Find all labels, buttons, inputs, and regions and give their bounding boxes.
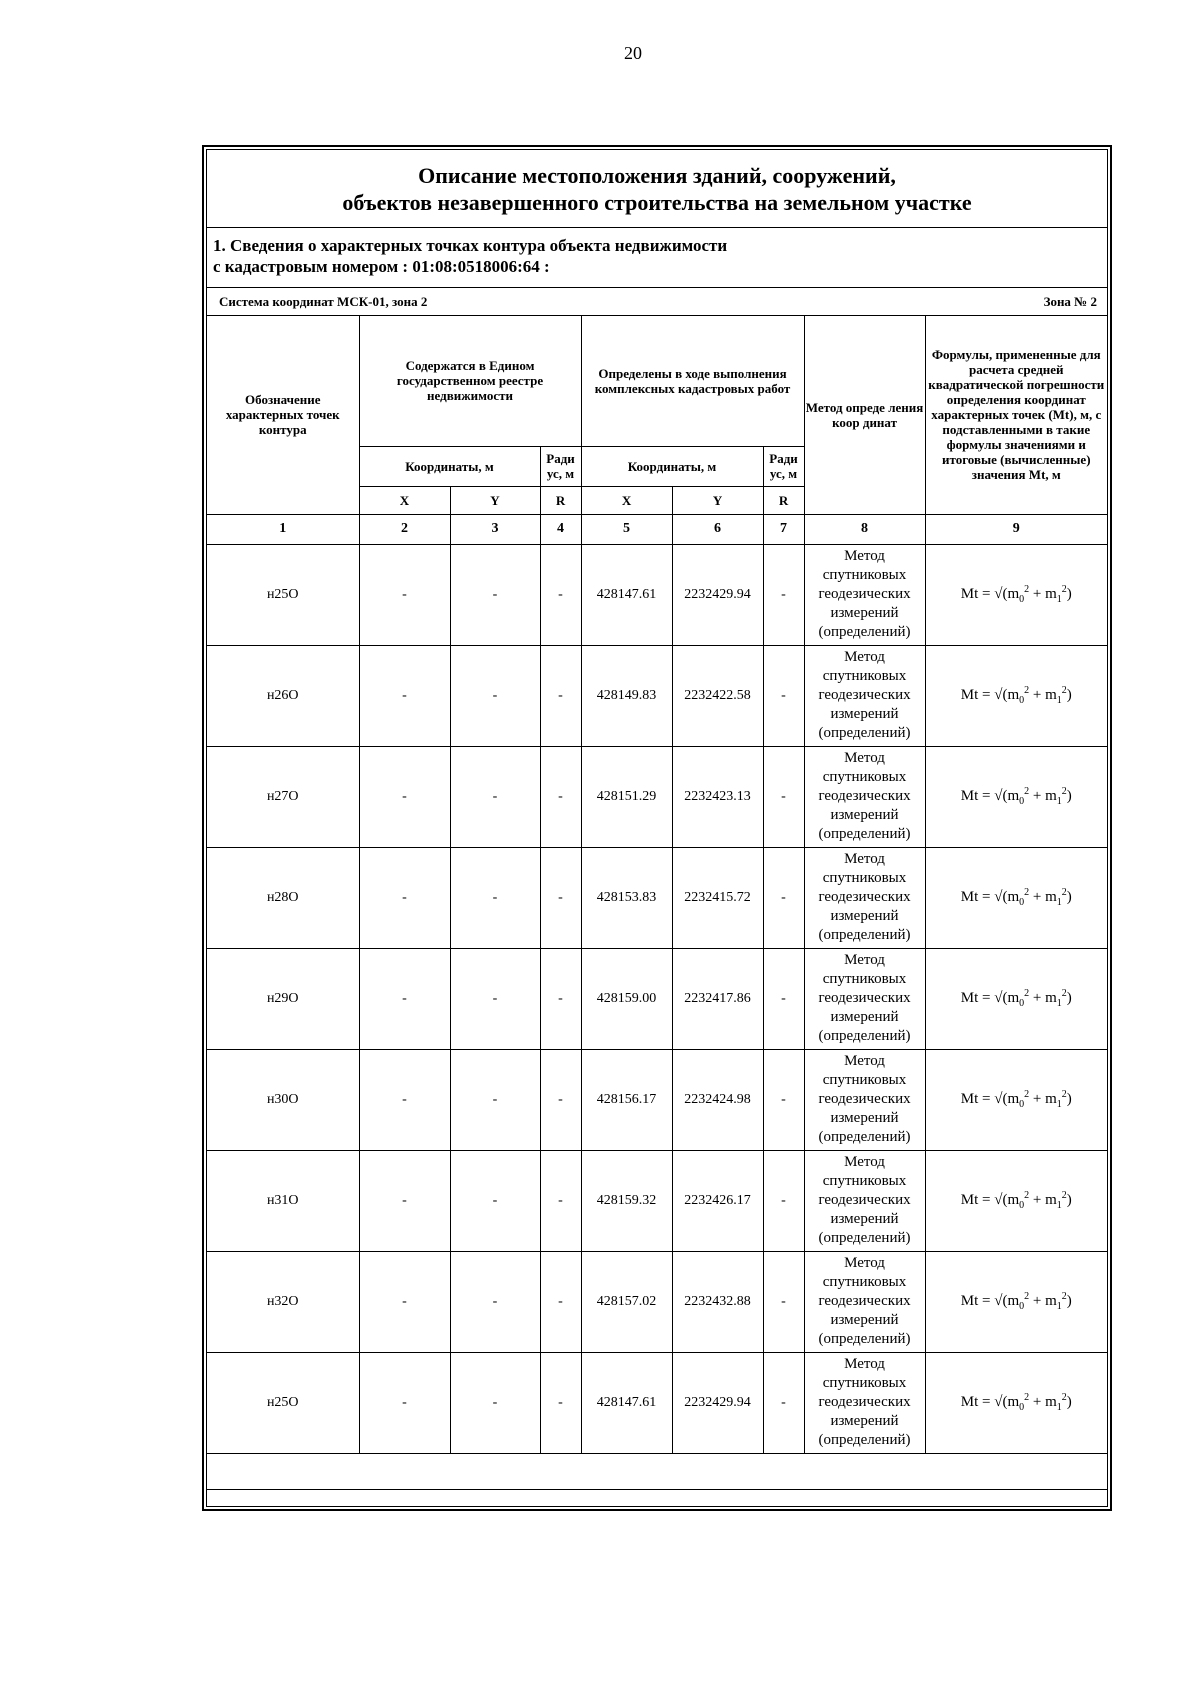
- point-designation-cell: н25О: [207, 1352, 359, 1453]
- formula-part: 0: [1019, 1099, 1025, 1110]
- column-number: 2: [359, 514, 450, 544]
- column-number: 3: [450, 514, 540, 544]
- complex-x-cell: 428147.61: [581, 544, 672, 645]
- formula-part: 0: [1019, 897, 1025, 908]
- formula-part: 0: [1019, 1402, 1025, 1413]
- formula-part: 2: [1061, 1392, 1067, 1403]
- empty-footer-row: [207, 1453, 1107, 1489]
- header-method: Метод опреде ления коор динат: [804, 316, 925, 514]
- formula-part: ): [1066, 1192, 1072, 1208]
- egrn-radius-cell: -: [540, 746, 581, 847]
- formula-part: 1: [1056, 594, 1062, 605]
- table-row: [207, 948, 1107, 1049]
- formula-part: Mt = √(m: [960, 990, 1020, 1006]
- formula-cell: [925, 1049, 1107, 1150]
- method-cell: Метод спутниковых геодезических измерений (определений): [804, 1049, 925, 1150]
- coordinate-system: Система координат МСК-01, зона 2: [219, 293, 428, 309]
- formula-part: 1: [1056, 897, 1062, 908]
- complex-y-cell: 2232432.88: [672, 1251, 763, 1352]
- header-y-complex: Y: [672, 486, 763, 514]
- table-row: [207, 1352, 1107, 1453]
- formula-cell: [925, 847, 1107, 948]
- formula-part: 2: [1024, 685, 1030, 696]
- egrn-x-cell: -: [359, 847, 450, 948]
- egrn-y-cell: -: [450, 746, 540, 847]
- formula-part: 2: [1024, 1392, 1030, 1403]
- complex-x-cell: 428153.83: [581, 847, 672, 948]
- formula-part: 2: [1061, 786, 1067, 797]
- formula-part: 0: [1019, 1200, 1025, 1211]
- complex-x-cell: 428156.17: [581, 1049, 672, 1150]
- formula-cell: [925, 746, 1107, 847]
- formula-part: + m: [1029, 889, 1057, 905]
- egrn-radius-cell: -: [540, 544, 581, 645]
- formula-part: 1: [1056, 1301, 1062, 1312]
- header-complex: Определены в ходе выполнения комплексных кадастровых работ: [581, 316, 804, 446]
- formula-part: 1: [1056, 1099, 1062, 1110]
- column-number: 5: [581, 514, 672, 544]
- formula-part: Mt = √(m: [960, 586, 1020, 602]
- header-r-egrn: R: [540, 486, 581, 514]
- formula-cell: [925, 948, 1107, 1049]
- formula-cell: [925, 544, 1107, 645]
- formula-part: 2: [1024, 786, 1030, 797]
- point-designation-cell: н28О: [207, 847, 359, 948]
- header-radius-complex: Ради ус, м: [763, 446, 804, 486]
- formula-part: ): [1066, 1091, 1072, 1107]
- egrn-radius-cell: -: [540, 1049, 581, 1150]
- formula-part: ): [1066, 889, 1072, 905]
- column-numbers-row: [207, 514, 1107, 544]
- formula-part: ): [1066, 586, 1072, 602]
- egrn-x-cell: -: [359, 746, 450, 847]
- complex-y-cell: 2232415.72: [672, 847, 763, 948]
- formula-part: + m: [1029, 1091, 1057, 1107]
- method-cell: Метод спутниковых геодезических измерений (определений): [804, 645, 925, 746]
- column-number: 9: [925, 514, 1107, 544]
- formula-part: 1: [1056, 1200, 1062, 1211]
- table-row: [207, 746, 1107, 847]
- formula-part: + m: [1029, 1192, 1057, 1208]
- method-cell: Метод спутниковых геодезических измерений (определений): [804, 847, 925, 948]
- header-x-complex: X: [581, 486, 672, 514]
- egrn-y-cell: -: [450, 1352, 540, 1453]
- title-line-1: Описание местоположения зданий, сооружений,: [418, 163, 896, 188]
- complex-radius-cell: -: [763, 948, 804, 1049]
- header-x-egrn: X: [359, 486, 450, 514]
- zone-label: Зона № 2: [1043, 293, 1097, 309]
- header-formulas: Формулы, примененные для расчета средней квадратической погрешности определения координат характерных точек (Mt), м, с подставленными в такие формулы значениями и итоговые (вычисленные) значения Mt, м: [925, 316, 1107, 514]
- formula-part: 2: [1061, 1089, 1067, 1100]
- formula-cell: [925, 645, 1107, 746]
- method-cell: Метод спутниковых геодезических измерений (определений): [804, 1150, 925, 1251]
- formula-part: 2: [1024, 887, 1030, 898]
- formula-part: 2: [1061, 685, 1067, 696]
- complex-y-cell: 2232423.13: [672, 746, 763, 847]
- point-designation-cell: н32О: [207, 1251, 359, 1352]
- formula-part: Mt = √(m: [960, 1293, 1020, 1309]
- complex-radius-cell: -: [763, 746, 804, 847]
- egrn-radius-cell: -: [540, 1352, 581, 1453]
- table-row: [207, 1150, 1107, 1251]
- formula-part: 2: [1061, 1291, 1067, 1302]
- point-designation-cell: н31О: [207, 1150, 359, 1251]
- complex-x-cell: 428147.61: [581, 1352, 672, 1453]
- method-cell: Метод спутниковых геодезических измерений (определений): [804, 1251, 925, 1352]
- points-table: [207, 316, 1107, 1490]
- complex-x-cell: 428159.32: [581, 1150, 672, 1251]
- formula-part: ): [1066, 1394, 1072, 1410]
- formula-part: ): [1066, 687, 1072, 703]
- point-designation-cell: н30О: [207, 1049, 359, 1150]
- complex-y-cell: 2232426.17: [672, 1150, 763, 1251]
- formula-cell: [925, 1251, 1107, 1352]
- document-inner-frame: [206, 149, 1108, 1507]
- formula-part: + m: [1029, 990, 1057, 1006]
- empty-footer-cell: [207, 1453, 1107, 1489]
- point-designation-cell: н29О: [207, 948, 359, 1049]
- formula-part: + m: [1029, 788, 1057, 804]
- header-y-egrn: Y: [450, 486, 540, 514]
- formula-part: Mt = √(m: [960, 889, 1020, 905]
- document-frame: [202, 145, 1112, 1511]
- complex-y-cell: 2232429.94: [672, 544, 763, 645]
- header-coords-egrn: Координаты, м: [359, 446, 540, 486]
- egrn-x-cell: -: [359, 645, 450, 746]
- column-number: 1: [207, 514, 359, 544]
- header-egrn: Содержатся в Едином государственном реестре недвижимости: [359, 316, 581, 446]
- table-body: [207, 316, 1107, 1489]
- point-designation-cell: н26О: [207, 645, 359, 746]
- formula-part: 2: [1061, 988, 1067, 999]
- section-line-1: 1. Сведения о характерных точках контура объекта недвижимости: [213, 236, 728, 255]
- formula-part: 1: [1056, 1402, 1062, 1413]
- table-row: [207, 847, 1107, 948]
- column-number: 6: [672, 514, 763, 544]
- column-number: 7: [763, 514, 804, 544]
- column-number: 8: [804, 514, 925, 544]
- header-coords-complex: Координаты, м: [581, 446, 763, 486]
- formula-part: 0: [1019, 695, 1025, 706]
- complex-y-cell: 2232422.58: [672, 645, 763, 746]
- formula-cell: [925, 1150, 1107, 1251]
- complex-x-cell: 428159.00: [581, 948, 672, 1049]
- table-row: [207, 645, 1107, 746]
- header-point: Обозначение характерных точек контура: [207, 316, 359, 514]
- table-row: [207, 1049, 1107, 1150]
- formula-part: 2: [1024, 988, 1030, 999]
- egrn-y-cell: -: [450, 948, 540, 1049]
- formula-part: Mt = √(m: [960, 1091, 1020, 1107]
- formula-part: 2: [1024, 584, 1030, 595]
- formula-part: Mt = √(m: [960, 1394, 1020, 1410]
- formula-part: 1: [1056, 695, 1062, 706]
- complex-x-cell: 428149.83: [581, 645, 672, 746]
- complex-radius-cell: -: [763, 1251, 804, 1352]
- title-line-2: объектов незавершенного строительства на земельном участке: [342, 190, 972, 215]
- complex-x-cell: 428151.29: [581, 746, 672, 847]
- point-designation-cell: н27О: [207, 746, 359, 847]
- formula-part: 0: [1019, 1301, 1025, 1312]
- formula-part: + m: [1029, 1394, 1057, 1410]
- method-cell: Метод спутниковых геодезических измерений (определений): [804, 746, 925, 847]
- complex-radius-cell: -: [763, 1150, 804, 1251]
- formula-part: + m: [1029, 586, 1057, 602]
- formula-part: Mt = √(m: [960, 1192, 1020, 1208]
- formula-part: ): [1066, 1293, 1072, 1309]
- section-heading: [207, 228, 1107, 288]
- formula-cell: [925, 1352, 1107, 1453]
- complex-radius-cell: -: [763, 1049, 804, 1150]
- egrn-x-cell: -: [359, 1251, 450, 1352]
- egrn-x-cell: -: [359, 544, 450, 645]
- complex-x-cell: 428157.02: [581, 1251, 672, 1352]
- formula-part: 1: [1056, 796, 1062, 807]
- egrn-x-cell: -: [359, 1049, 450, 1150]
- point-designation-cell: н25О: [207, 544, 359, 645]
- egrn-y-cell: -: [450, 544, 540, 645]
- formula-part: 1: [1056, 998, 1062, 1009]
- egrn-radius-cell: -: [540, 1150, 581, 1251]
- page-number: 20: [624, 43, 642, 63]
- complex-radius-cell: -: [763, 645, 804, 746]
- formula-part: 0: [1019, 998, 1025, 1009]
- formula-part: ): [1066, 990, 1072, 1006]
- egrn-radius-cell: -: [540, 847, 581, 948]
- column-number: 4: [540, 514, 581, 544]
- document-title: [207, 150, 1107, 228]
- egrn-x-cell: -: [359, 1150, 450, 1251]
- egrn-y-cell: -: [450, 847, 540, 948]
- egrn-x-cell: -: [359, 948, 450, 1049]
- complex-y-cell: 2232429.94: [672, 1352, 763, 1453]
- header-r-complex: R: [763, 486, 804, 514]
- egrn-x-cell: -: [359, 1352, 450, 1453]
- formula-part: Mt = √(m: [960, 687, 1020, 703]
- method-cell: Метод спутниковых геодезических измерений (определений): [804, 948, 925, 1049]
- egrn-radius-cell: -: [540, 645, 581, 746]
- table-row: [207, 544, 1107, 645]
- formula-part: Mt = √(m: [960, 788, 1020, 804]
- complex-y-cell: 2232417.86: [672, 948, 763, 1049]
- complex-y-cell: 2232424.98: [672, 1049, 763, 1150]
- method-cell: Метод спутниковых геодезических измерений (определений): [804, 544, 925, 645]
- formula-part: + m: [1029, 687, 1057, 703]
- formula-part: 2: [1024, 1190, 1030, 1201]
- complex-radius-cell: -: [763, 1352, 804, 1453]
- formula-part: 2: [1061, 887, 1067, 898]
- egrn-y-cell: -: [450, 1049, 540, 1150]
- section-line-2: с кадастровым номером : 01:08:0518006:64 :: [213, 257, 550, 276]
- formula-part: 2: [1061, 584, 1067, 595]
- egrn-y-cell: -: [450, 1251, 540, 1352]
- formula-part: 0: [1019, 796, 1025, 807]
- formula-part: 2: [1061, 1190, 1067, 1201]
- egrn-y-cell: -: [450, 1150, 540, 1251]
- formula-part: ): [1066, 788, 1072, 804]
- egrn-y-cell: -: [450, 645, 540, 746]
- formula-part: 2: [1024, 1089, 1030, 1100]
- egrn-radius-cell: -: [540, 1251, 581, 1352]
- coordinate-system-line: [207, 288, 1107, 316]
- complex-radius-cell: -: [763, 544, 804, 645]
- egrn-radius-cell: -: [540, 948, 581, 1049]
- method-cell: Метод спутниковых геодезических измерений (определений): [804, 1352, 925, 1453]
- header-radius-egrn: Ради ус, м: [540, 446, 581, 486]
- formula-part: 0: [1019, 594, 1025, 605]
- complex-radius-cell: -: [763, 847, 804, 948]
- formula-part: + m: [1029, 1293, 1057, 1309]
- table-row: [207, 1251, 1107, 1352]
- formula-part: 2: [1024, 1291, 1030, 1302]
